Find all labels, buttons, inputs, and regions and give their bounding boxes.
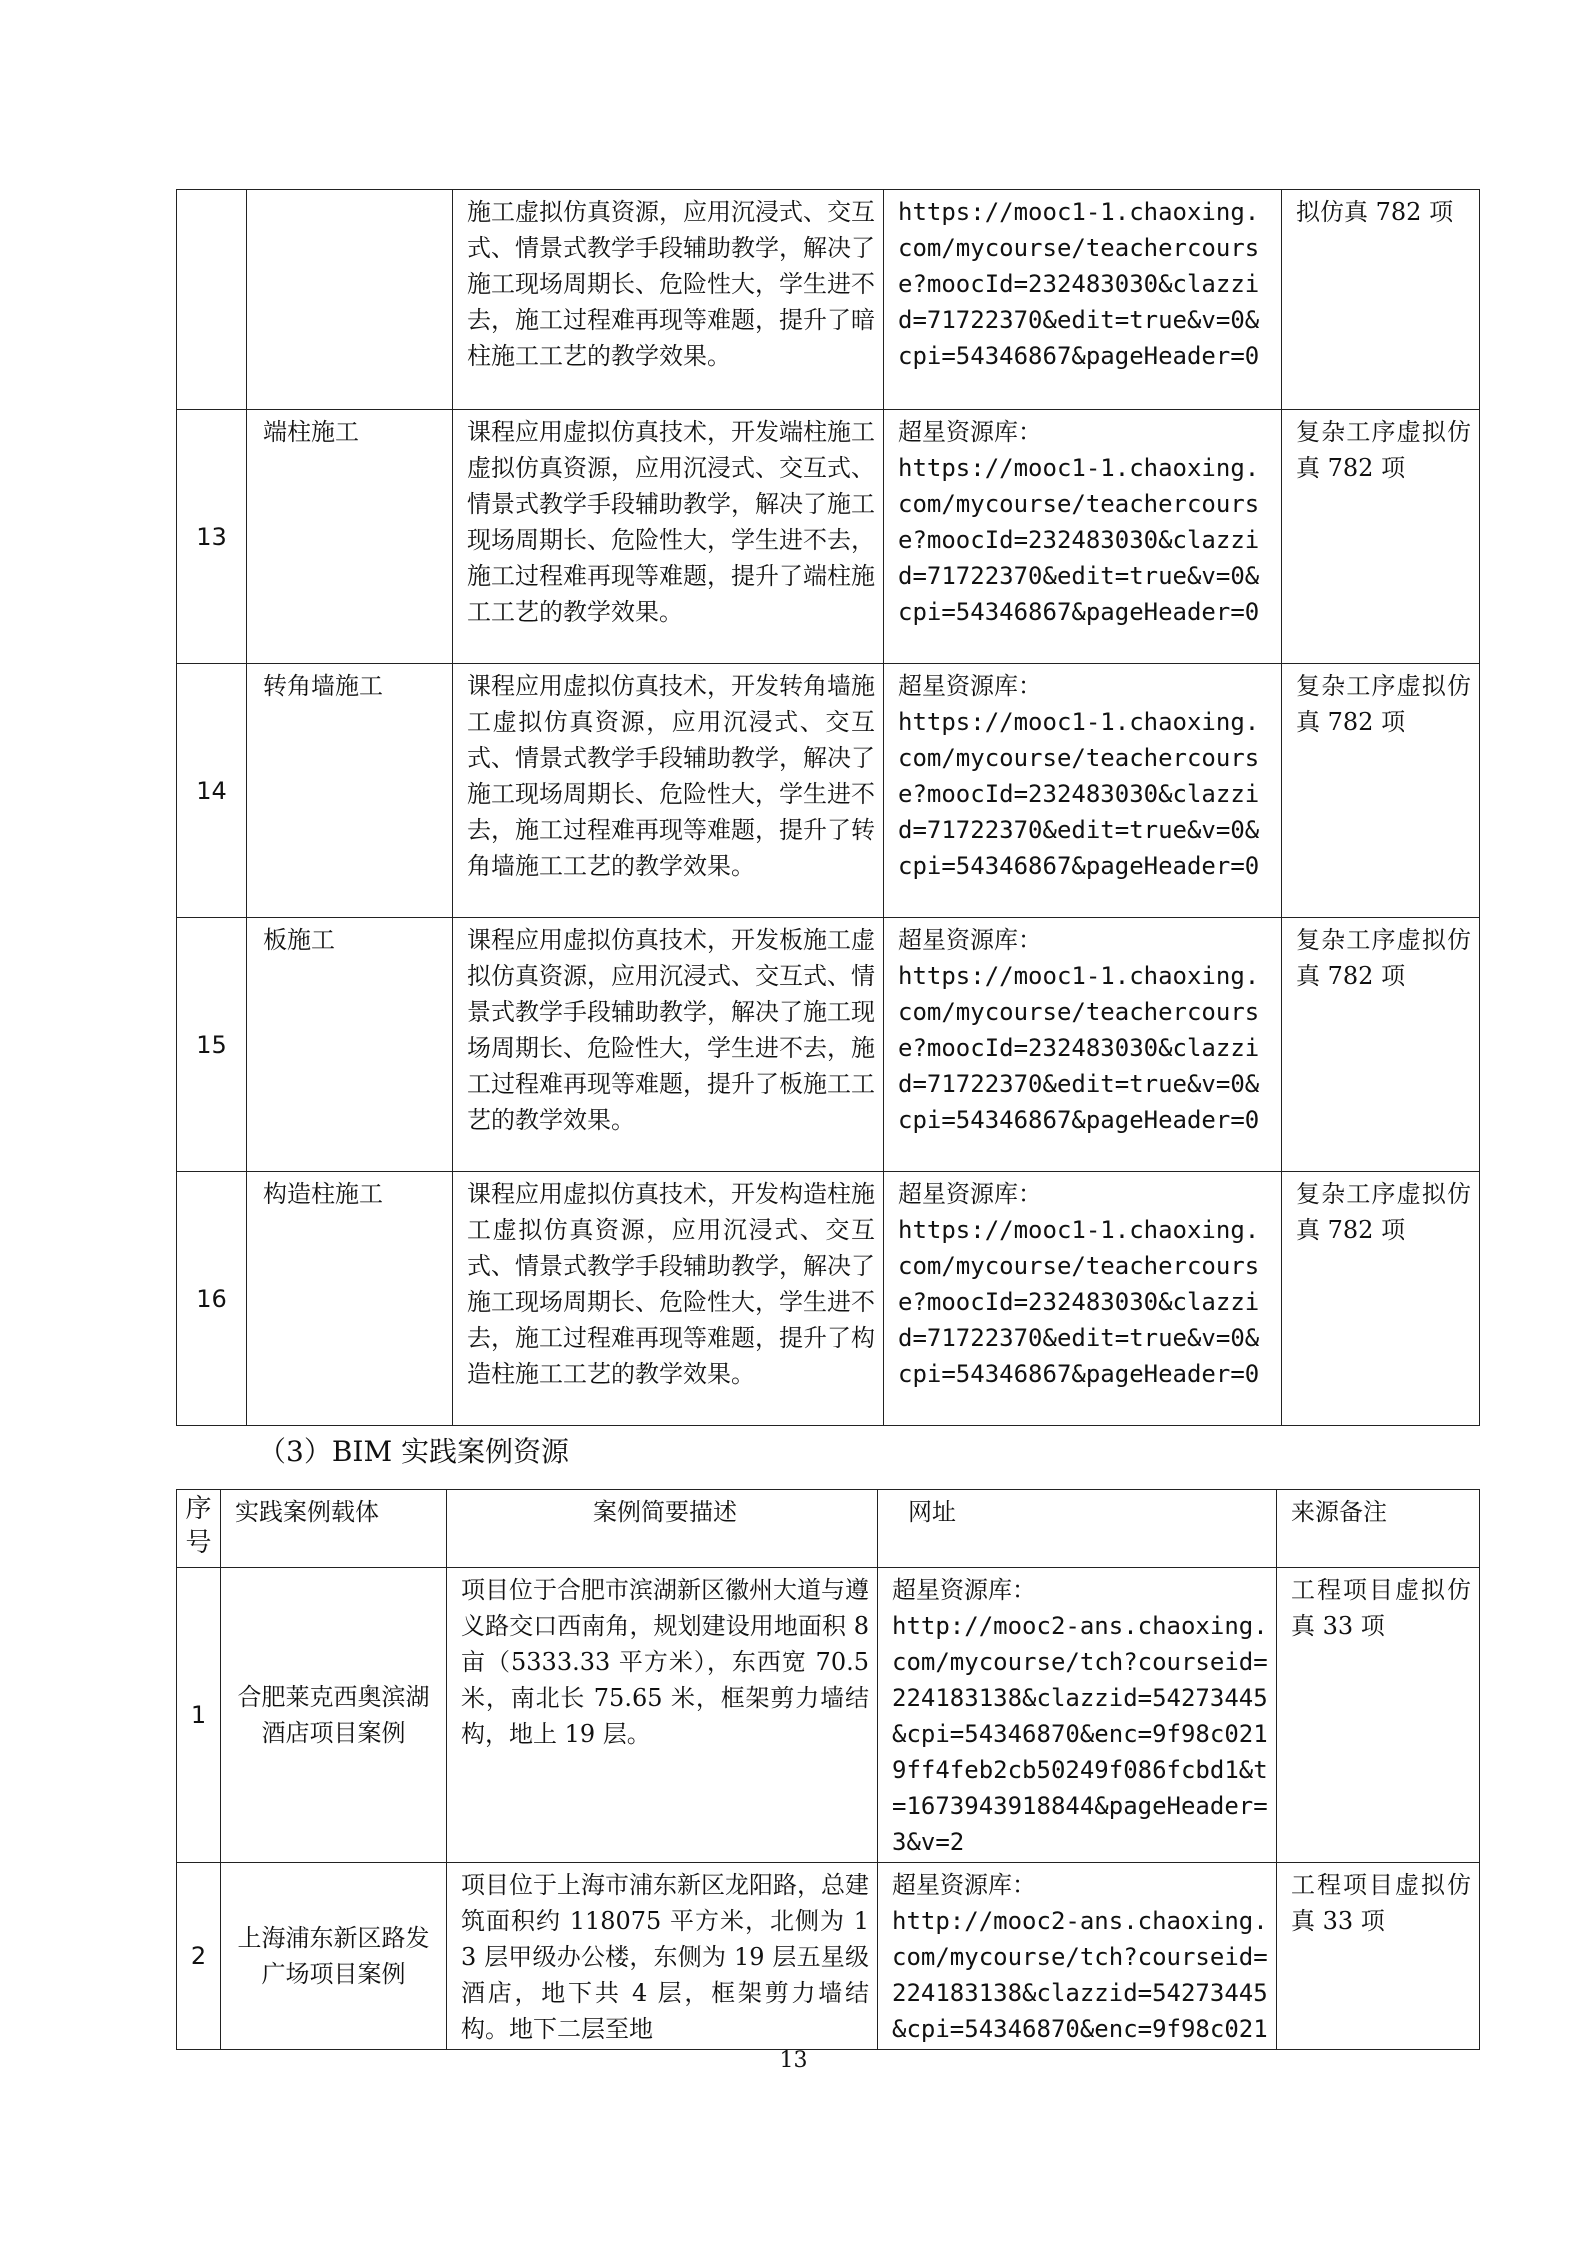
resource-description: 课程应用虚拟仿真技术，开发转角墙施工虚拟仿真资源，应用沉浸式、交互式、情景式教学手段辅助教学，解决了施工现场周期长、危险性大，学生进不去，施工过程难再现等难题，提升了转角墙施工工艺的教学效果。: [453, 664, 884, 918]
table-row: [177, 1172, 1480, 1426]
case-carrier: 上海浦东新区路发广场项目案例: [221, 1863, 447, 2050]
resource-name: 转角墙施工: [247, 664, 453, 918]
resource-description: 施工虚拟仿真资源，应用沉浸式、交互式、情景式教学手段辅助教学，解决了施工现场周期长、危险性大，学生进不去，施工过程难再现等难题，提升了暗柱施工工艺的教学效果。: [453, 190, 884, 410]
source-note: 复杂工序虚拟仿真 782 项: [1282, 1172, 1480, 1426]
header-source: 来源备注: [1277, 1490, 1480, 1568]
source-note: 工程项目虚拟仿真 33 项: [1277, 1568, 1480, 1863]
resource-url[interactable]: https://mooc1-1.chaoxing.com/mycourse/teachercourse?moocId=232483030&clazzid=71722370&edit=true&v=0&cpi=54346867&pageHeader=0: [898, 1216, 1260, 1388]
table-row: [177, 1568, 1480, 1863]
header-description: 案例简要描述: [447, 1490, 878, 1568]
table-row: [177, 410, 1480, 664]
case-url[interactable]: http://mooc2-ans.chaoxing.com/mycourse/tch?courseid=224183138&clazzid=54273445&cpi=54346870&enc=9f98c021: [892, 1907, 1268, 2043]
header-url: 网址: [878, 1490, 1277, 1568]
resource-url-cell: [884, 1172, 1282, 1426]
case-carrier: 合肥莱克西奥滨湖酒店项目案例: [221, 1568, 447, 1863]
resource-url[interactable]: https://mooc1-1.chaoxing.com/mycourse/teachercourse?moocId=232483030&clazzid=71722370&edit=true&v=0&cpi=54346867&pageHeader=0: [898, 962, 1260, 1134]
resource-name: [247, 190, 453, 410]
resource-url-label: 超星资源库：: [898, 926, 1042, 954]
resource-url-cell: [884, 410, 1282, 664]
resource-description: 课程应用虚拟仿真技术，开发构造柱施工虚拟仿真资源，应用沉浸式、交互式、情景式教学手段辅助教学，解决了施工现场周期长、危险性大，学生进不去，施工过程难再现等难题，提升了构造柱施工工艺的教学效果。: [453, 1172, 884, 1426]
vr-resource-table: [176, 189, 1480, 1426]
resource-name: 端柱施工: [247, 410, 453, 664]
resource-url-cell: [884, 664, 1282, 918]
table-row: [177, 190, 1480, 410]
resource-description: 课程应用虚拟仿真技术，开发板施工虚拟仿真资源，应用沉浸式、交互式、情景式教学手段辅助教学，解决了施工现场周期长、危险性大，学生进不去，施工过程难再现等难题，提升了板施工工艺的教学效果。: [453, 918, 884, 1172]
row-number: 15: [177, 918, 247, 1172]
resource-url-label: 超星资源库：: [898, 418, 1042, 446]
row-number: 1: [177, 1568, 221, 1863]
resource-name: 板施工: [247, 918, 453, 1172]
bim-case-table: [176, 1489, 1480, 2050]
table-row: [177, 664, 1480, 918]
row-number: [177, 190, 247, 410]
case-url-cell: [878, 1863, 1277, 2050]
resource-description: 课程应用虚拟仿真技术，开发端柱施工虚拟仿真资源，应用沉浸式、交互式、情景式教学手段辅助教学，解决了施工现场周期长、危险性大，学生进不去，施工过程难再现等难题，提升了端柱施工工艺的教学效果。: [453, 410, 884, 664]
resource-url[interactable]: https://mooc1-1.chaoxing.com/mycourse/teachercourse?moocId=232483030&clazzid=71722370&edit=true&v=0&cpi=54346867&pageHeader=0: [898, 708, 1260, 880]
table-row: [177, 1863, 1480, 2050]
resource-url-cell: [884, 190, 1282, 410]
source-note: 复杂工序虚拟仿真 782 项: [1282, 410, 1480, 664]
case-url-cell: [878, 1568, 1277, 1863]
header-carrier: 实践案例载体: [221, 1490, 447, 1568]
case-description: 项目位于上海市浦东新区龙阳路，总建筑面积约 118075 平方米，北侧为 13 层甲级办公楼，东侧为 19 层五星级酒店，地下共 4 层，框架剪力墙结构。地下二层至地: [447, 1863, 878, 2050]
section-caption: （3）BIM 实践案例资源: [258, 1435, 570, 1468]
source-note: 复杂工序虚拟仿真 782 项: [1282, 664, 1480, 918]
page-number: 13: [779, 2048, 808, 2073]
row-number: 13: [177, 410, 247, 664]
resource-url-cell: [884, 918, 1282, 1172]
resource-url-label: 超星资源库：: [898, 672, 1042, 700]
case-url[interactable]: http://mooc2-ans.chaoxing.com/mycourse/tch?courseid=224183138&clazzid=54273445&cpi=54346870&enc=9f98c0219ff4feb2cb50249f086fcbd1&t=1673943918844&pageHeader=3&v=2: [892, 1612, 1268, 1856]
header-no: 序号: [177, 1490, 221, 1568]
row-number: 2: [177, 1863, 221, 2050]
table-row: [177, 918, 1480, 1172]
case-description: 项目位于合肥市滨湖新区徽州大道与遵义路交口西南角，规划建设用地面积 8 亩（5333.33 平方米），东西宽 70.5 米，南北长 75.65 米，框架剪力墙结构，地上 19 层。: [447, 1568, 878, 1863]
resource-url[interactable]: https://mooc1-1.chaoxing.com/mycourse/teachercourse?moocId=232483030&clazzid=71722370&edit=true&v=0&cpi=54346867&pageHeader=0: [898, 198, 1260, 370]
table-header-row: [177, 1490, 1480, 1568]
source-note: 拟仿真 782 项: [1282, 190, 1480, 410]
resource-url[interactable]: https://mooc1-1.chaoxing.com/mycourse/teachercourse?moocId=232483030&clazzid=71722370&edit=true&v=0&cpi=54346867&pageHeader=0: [898, 454, 1260, 626]
case-url-label: 超星资源库：: [892, 1871, 1036, 1899]
row-number: 16: [177, 1172, 247, 1426]
resource-name: 构造柱施工: [247, 1172, 453, 1426]
source-note: 复杂工序虚拟仿真 782 项: [1282, 918, 1480, 1172]
case-url-label: 超星资源库：: [892, 1576, 1036, 1604]
source-note: 工程项目虚拟仿真 33 项: [1277, 1863, 1480, 2050]
row-number: 14: [177, 664, 247, 918]
resource-url-label: 超星资源库：: [898, 1180, 1042, 1208]
